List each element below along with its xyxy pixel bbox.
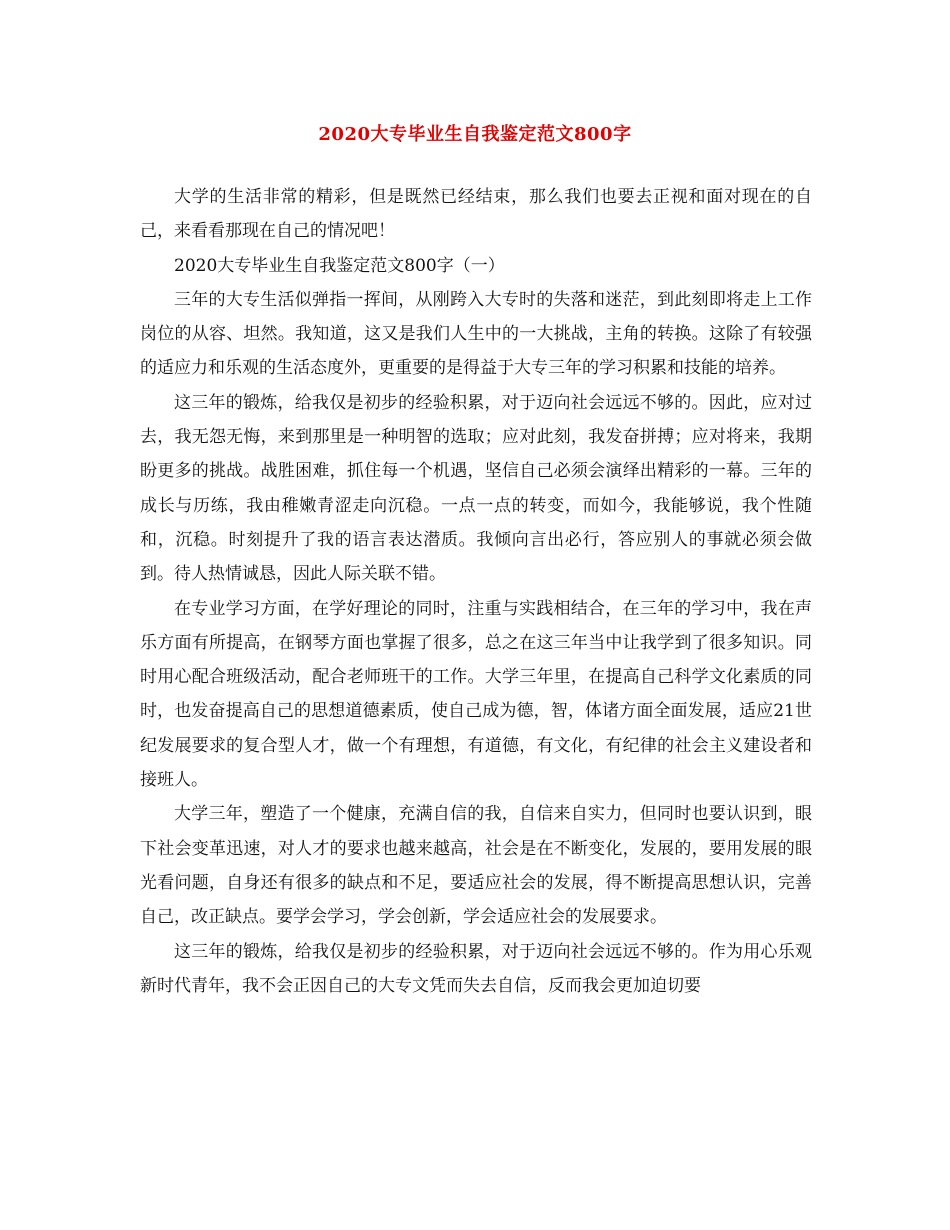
paragraph: 三年的大专生活似弹指一挥间，从刚跨入大专时的失落和迷茫，到此刻即将走上工作岗位的从容、坦然。我知道，这又是我们人生中的一大挑战，主角的转换。这除了有较强的适应力和乐观的生活态度外，更重要的是得益于大专三年的学习积累和技能的培养。 bbox=[140, 289, 812, 379]
paragraph-section-heading: 2020大专毕业生自我鉴定范文800字（一） bbox=[174, 255, 505, 276]
document-body bbox=[140, 180, 812, 1003]
paragraph-intro: 大学的生活非常的精彩，但是既然已经结束，那么我们也要去正视和面对现在的自己，来看看那现在自己的情况吧！ bbox=[140, 187, 812, 242]
paragraph: 这三年的锻炼，给我仅是初步的经验积累，对于迈向社会远远不够的。作为用心乐观新时代青年，我不会正因自己的大专文凭而失去自信，反而我会更加迫切要 bbox=[140, 941, 812, 996]
document-title: 2020大专毕业生自我鉴定范文800字 bbox=[318, 124, 632, 145]
paragraph: 在专业学习方面，在学好理论的同时，注重与实践相结合，在三年的学习中，我在声乐方面有所提高，在钢琴方面也掌握了很多，总之在这三年当中让我学到了很多知识。同时用心配合班级活动，配合老师班干的工作。大学三年里，在提高自己科学文化素质的同时，也发奋提高自己的思想道德素质，使自己成为德，智，体诸方面全面发展，适应21世纪发展要求的复合型人才，做一个有理想，有道德，有文化，有纪律的社会主义建设者和接班人。 bbox=[140, 598, 812, 791]
paragraph: 这三年的锻炼，给我仅是初步的经验积累，对于迈向社会远远不够的。因此，应对过去，我无怨无悔，来到那里是一种明智的选取；应对此刻，我发奋拼搏；应对将来，我期盼更多的挑战。战胜困难，抓住每一个机遇，坚信自己必须会演绎出精彩的一幕。三年的成长与历练，我由稚嫩青涩走向沉稳。一点一点的转变，而如今，我能够说，我个性随和，沉稳。时刻提升了我的语言表达潜质。我倾向言出必行，答应别人的事就必须会做到。待人热情诚恳，因此人际关联不错。 bbox=[140, 392, 812, 585]
paragraph: 大学三年，塑造了一个健康，充满自信的我，自信来自实力，但同时也要认识到，眼下社会变革迅速，对人才的要求也越来越高，社会是在不断变化，发展的，要用发展的眼光看问题，自身还有很多的缺点和不足，要适应社会的发展，得不断提高思想认识，完善自己，改正缺点。要学会学习，学会创新，学会适应社会的发展要求。 bbox=[140, 804, 812, 928]
